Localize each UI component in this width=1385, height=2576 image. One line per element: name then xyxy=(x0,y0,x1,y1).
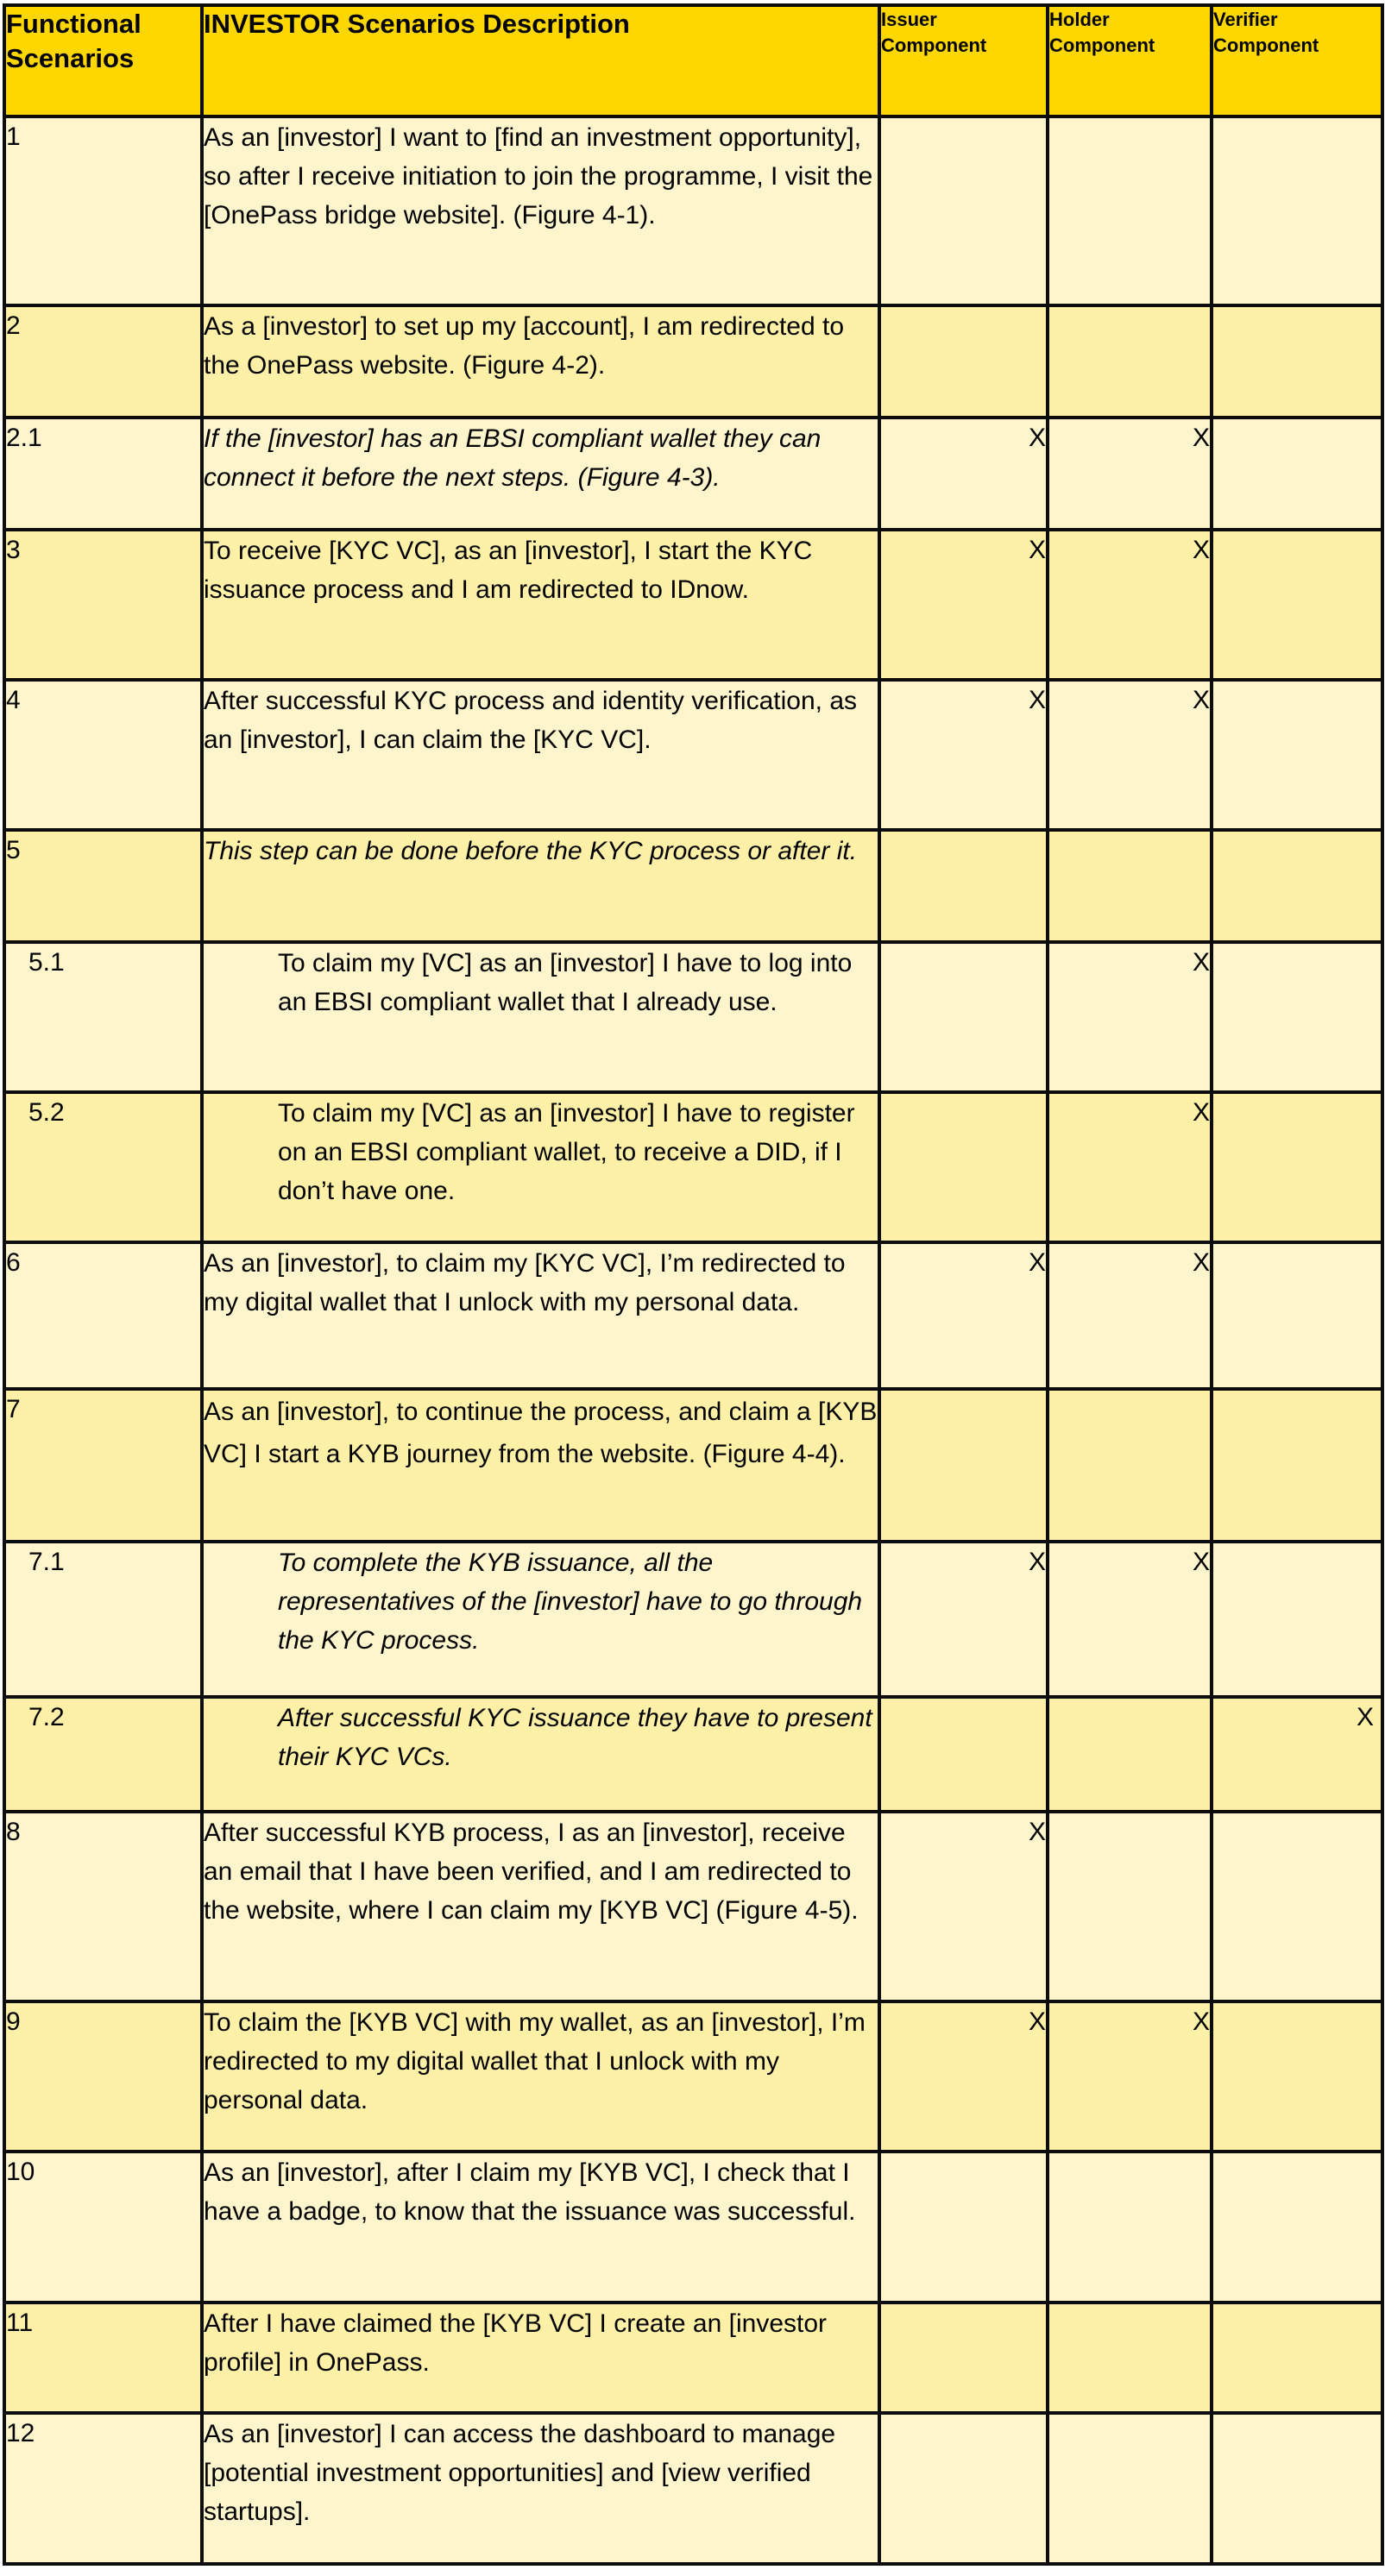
verifier-mark xyxy=(1212,530,1382,680)
header-description: INVESTOR Scenarios Description xyxy=(202,5,879,116)
verifier-mark xyxy=(1212,942,1382,1092)
holder-mark: X xyxy=(1048,1092,1212,1242)
table-row xyxy=(4,305,1382,418)
table-row xyxy=(4,942,1382,1092)
verifier-mark: X xyxy=(1212,1697,1382,1812)
table-row xyxy=(4,116,1382,305)
verifier-mark xyxy=(1212,2152,1382,2303)
scenario-id: 1 xyxy=(4,116,202,305)
holder-mark: X xyxy=(1048,2001,1212,2152)
issuer-mark xyxy=(879,2303,1048,2413)
holder-mark: X xyxy=(1048,942,1212,1092)
holder-mark xyxy=(1048,2413,1212,2564)
verifier-mark xyxy=(1212,1242,1382,1389)
scenario-id: 6 xyxy=(4,1242,202,1389)
scenario-description: As an [investor] I want to [find an investment opportunity], so after I receive initiation to join the programme, I visit the [OnePass bridge website]. (Figure 4-1). xyxy=(202,116,879,305)
scenario-id: 7 xyxy=(4,1389,202,1542)
scenario-description: As a [investor] to set up my [account], I am redirected to the OnePass website. (Figure 4-2). xyxy=(202,305,879,418)
table-row xyxy=(4,1092,1382,1242)
scenario-description: This step can be done before the KYC process or after it. xyxy=(202,830,879,942)
scenario-description: If the [investor] has an EBSI compliant wallet they can connect it before the next steps. (Figure 4-3). xyxy=(202,418,879,530)
holder-mark xyxy=(1048,1812,1212,2001)
verifier-mark xyxy=(1212,1542,1382,1697)
scenario-description: As an [investor], to continue the process, and claim a [KYB VC] I start a KYB journey from the website. (Figure 4-4). xyxy=(202,1389,879,1542)
table-row xyxy=(4,830,1382,942)
table-row xyxy=(4,1812,1382,2001)
scenario-id: 4 xyxy=(4,680,202,830)
scenario-description: After successful KYC process and identity verification, as an [investor], I can claim the [KYC VC]. xyxy=(202,680,879,830)
scenario-id: 7.1 xyxy=(4,1542,202,1697)
issuer-mark xyxy=(879,116,1048,305)
verifier-mark xyxy=(1212,2303,1382,2413)
scenario-description: To claim my [VC] as an [investor] I have to register on an EBSI compliant wallet, to receive a DID, if I don’t have one. xyxy=(202,1092,879,1242)
verifier-mark xyxy=(1212,2413,1382,2564)
table-row xyxy=(4,2152,1382,2303)
issuer-mark xyxy=(879,1092,1048,1242)
holder-mark: X xyxy=(1048,1242,1212,1389)
holder-mark xyxy=(1048,2303,1212,2413)
holder-mark xyxy=(1048,305,1212,418)
scenario-id: 11 xyxy=(4,2303,202,2413)
header-verifier: Verifier Component xyxy=(1212,5,1382,116)
issuer-mark xyxy=(879,2413,1048,2564)
holder-mark: X xyxy=(1048,418,1212,530)
issuer-mark xyxy=(879,305,1048,418)
issuer-mark xyxy=(879,1389,1048,1542)
issuer-mark xyxy=(879,942,1048,1092)
scenario-id: 12 xyxy=(4,2413,202,2564)
holder-mark: X xyxy=(1048,530,1212,680)
holder-mark xyxy=(1048,1697,1212,1812)
table-row xyxy=(4,2001,1382,2152)
scenario-description: As an [investor], after I claim my [KYB VC], I check that I have a badge, to know that the issuance was successful. xyxy=(202,2152,879,2303)
table-row xyxy=(4,418,1382,530)
issuer-mark xyxy=(879,830,1048,942)
verifier-mark xyxy=(1212,2001,1382,2152)
issuer-mark: X xyxy=(879,1242,1048,1389)
verifier-mark xyxy=(1212,305,1382,418)
verifier-mark xyxy=(1212,1812,1382,2001)
holder-mark: X xyxy=(1048,680,1212,830)
issuer-mark: X xyxy=(879,2001,1048,2152)
issuer-mark: X xyxy=(879,418,1048,530)
scenario-description: As an [investor], to claim my [KYC VC], I’m redirected to my digital wallet that I unlock with my personal data. xyxy=(202,1242,879,1389)
scenario-id: 10 xyxy=(4,2152,202,2303)
verifier-mark xyxy=(1212,116,1382,305)
scenario-description: After I have claimed the [KYB VC] I create an [investor profile] in OnePass. xyxy=(202,2303,879,2413)
header-issuer: Issuer Component xyxy=(879,5,1048,116)
table-row xyxy=(4,680,1382,830)
scenario-id: 5.2 xyxy=(4,1092,202,1242)
issuer-mark xyxy=(879,2152,1048,2303)
table-row xyxy=(4,2303,1382,2413)
table-row xyxy=(4,1697,1382,1812)
scenario-id: 5 xyxy=(4,830,202,942)
scenario-id: 7.2 xyxy=(4,1697,202,1812)
table-row xyxy=(4,1389,1382,1542)
scenario-description: To claim my [VC] as an [investor] I have to log into an EBSI compliant wallet that I already use. xyxy=(202,942,879,1092)
table-header-row xyxy=(4,5,1382,116)
scenario-description: To receive [KYC VC], as an [investor], I start the KYC issuance process and I am redirected to IDnow. xyxy=(202,530,879,680)
verifier-mark xyxy=(1212,830,1382,942)
scenario-id: 2 xyxy=(4,305,202,418)
holder-mark xyxy=(1048,830,1212,942)
table-row xyxy=(4,1242,1382,1389)
scenario-description: To claim the [KYB VC] with my wallet, as an [investor], I’m redirected to my digital wallet that I unlock with my personal data. xyxy=(202,2001,879,2152)
issuer-mark: X xyxy=(879,1812,1048,2001)
holder-mark: X xyxy=(1048,1542,1212,1697)
scenario-id: 9 xyxy=(4,2001,202,2152)
issuer-mark: X xyxy=(879,680,1048,830)
scenario-id: 2.1 xyxy=(4,418,202,530)
scenario-description: To complete the KYB issuance, all the representatives of the [investor] have to go through the KYC process. xyxy=(202,1542,879,1697)
scenario-description: After successful KYC issuance they have to present their KYC VCs. xyxy=(202,1697,879,1812)
verifier-mark xyxy=(1212,418,1382,530)
table-row xyxy=(4,1542,1382,1697)
scenario-id: 8 xyxy=(4,1812,202,2001)
scenario-id: 3 xyxy=(4,530,202,680)
verifier-mark xyxy=(1212,1389,1382,1542)
scenario-description: After successful KYB process, I as an [investor], receive an email that I have been verified, and I am redirected to the website, where I can claim my [KYB VC] (Figure 4-5). xyxy=(202,1812,879,2001)
issuer-mark: X xyxy=(879,1542,1048,1697)
issuer-mark: X xyxy=(879,530,1048,680)
holder-mark xyxy=(1048,1389,1212,1542)
holder-mark xyxy=(1048,2152,1212,2303)
holder-mark xyxy=(1048,116,1212,305)
header-holder: Holder Component xyxy=(1048,5,1212,116)
table-row xyxy=(4,530,1382,680)
verifier-mark xyxy=(1212,680,1382,830)
investor-scenarios-table xyxy=(3,3,1384,2566)
verifier-mark xyxy=(1212,1092,1382,1242)
table-row xyxy=(4,2413,1382,2564)
header-functional-scenarios: Functional Scenarios xyxy=(4,5,202,116)
issuer-mark xyxy=(879,1697,1048,1812)
scenario-id: 5.1 xyxy=(4,942,202,1092)
scenario-description: As an [investor] I can access the dashboard to manage [potential investment opportunities] and [view verified startups]. xyxy=(202,2413,879,2564)
